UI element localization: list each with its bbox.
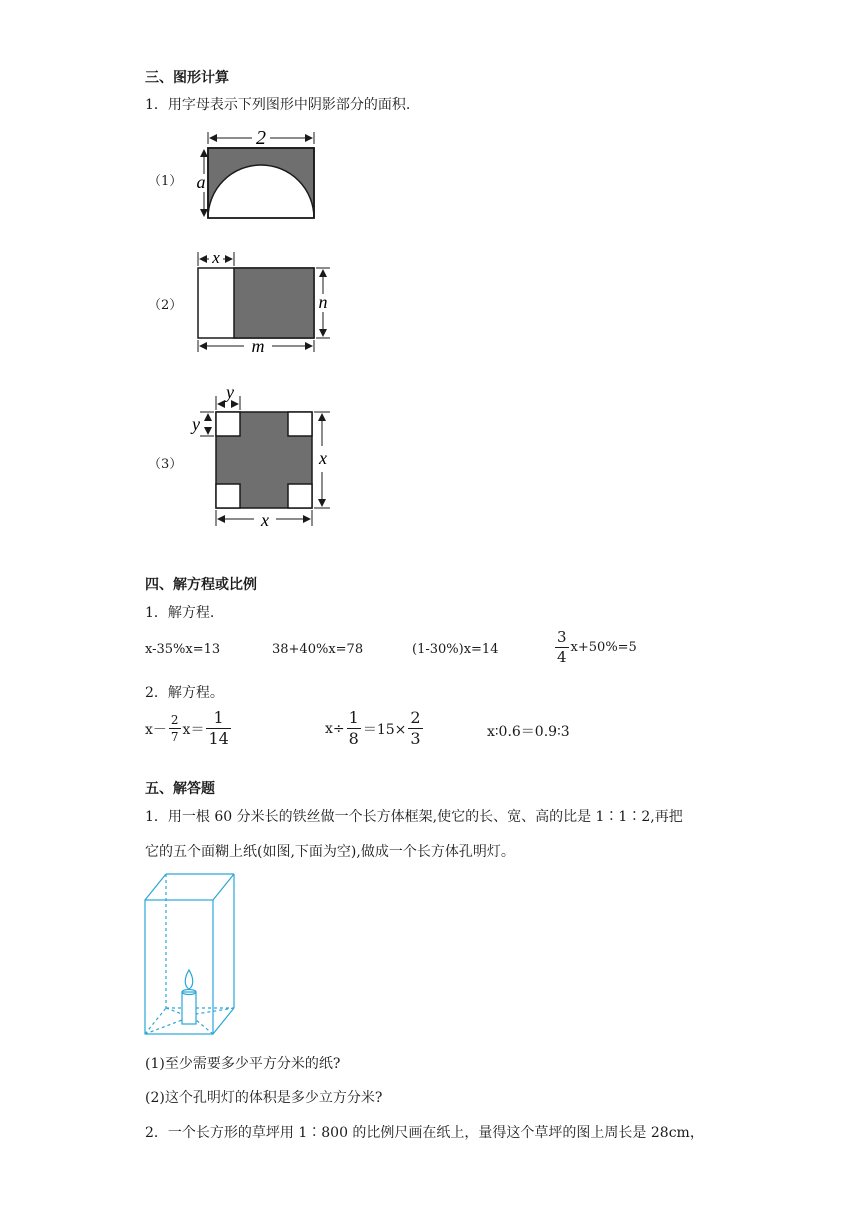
question-5-2-line-1: 2．一个长方形的草坪用 1∶800 的比例尺画在纸上，量得这个草坪的图上周长是 28cm， bbox=[145, 1125, 704, 1141]
question-4-1: 1．解方程. bbox=[145, 605, 215, 621]
figure-2-rectangles bbox=[190, 248, 340, 358]
equation-2: 38+40%x=78 bbox=[272, 642, 364, 657]
sub-question-1: (1)至少需要多少平方分米的纸? bbox=[145, 1056, 341, 1072]
fraction: $\frac{1}{8}$ bbox=[348, 708, 359, 748]
dim-top: x bbox=[212, 248, 220, 267]
sub-question-2: (2)这个孔明灯的体积是多少立方分米? bbox=[145, 1090, 383, 1106]
dim-side: x bbox=[319, 448, 327, 468]
fraction: $\frac{3}{4}$ bbox=[557, 628, 567, 666]
question-4-2: 2．解方程。 bbox=[145, 685, 224, 701]
dim-bottom: m bbox=[251, 336, 265, 356]
question-3-1: 1．用字母表示下列图形中阴影部分的面积. bbox=[145, 97, 411, 113]
section-3-heading: 三、图形计算 bbox=[145, 70, 229, 86]
dim-top: y bbox=[226, 382, 234, 402]
section-5-heading: 五、解答题 bbox=[145, 781, 215, 797]
equation-5: x－ $\frac{2}{7}$ x＝ $\frac{1}{14}$ bbox=[145, 708, 229, 748]
equation-4: $\frac{3}{4}$ x+50%=5 bbox=[557, 628, 637, 666]
section-4-heading: 四、解方程或比例 bbox=[145, 577, 257, 593]
figure-2-label: （2） bbox=[148, 298, 183, 313]
equation-7: x∶0.6＝0.9∶3 bbox=[487, 724, 570, 740]
dim-left: y bbox=[192, 414, 200, 434]
figure-1-arch bbox=[190, 126, 330, 226]
dim-side: n bbox=[318, 292, 328, 312]
equation-3: (1-30%)x=14 bbox=[412, 642, 499, 657]
question-5-1-line-2: 它的五个面糊上纸(如图,下面为空),做成一个长方体孔明灯。 bbox=[145, 844, 515, 860]
figure-3-cross bbox=[186, 380, 346, 532]
figure-3-label: （3） bbox=[148, 457, 183, 472]
dim-side: a bbox=[196, 172, 206, 192]
figure-1-label: （1） bbox=[148, 174, 183, 189]
equation-6: x÷ $\frac{1}{8}$ ＝15× $\frac{2}{3}$ bbox=[325, 708, 421, 748]
shaded-region bbox=[234, 268, 314, 338]
equation-1: x-35%x=13 bbox=[145, 642, 221, 657]
fraction: $\frac{2}{3}$ bbox=[410, 708, 421, 748]
lantern-figure bbox=[140, 870, 240, 1040]
question-5-1-line-1: 1．用一根 60 分米长的铁丝做一个长方体框架,使它的长、宽、高的比是 1∶1∶2,再把 bbox=[145, 809, 683, 825]
dim-top: 2 bbox=[256, 127, 266, 149]
dim-bottom: x bbox=[261, 510, 269, 530]
shaded-region bbox=[208, 148, 314, 218]
fraction: $\frac{2}{7}$ bbox=[170, 713, 179, 744]
fraction: $\frac{1}{14}$ bbox=[208, 708, 229, 748]
